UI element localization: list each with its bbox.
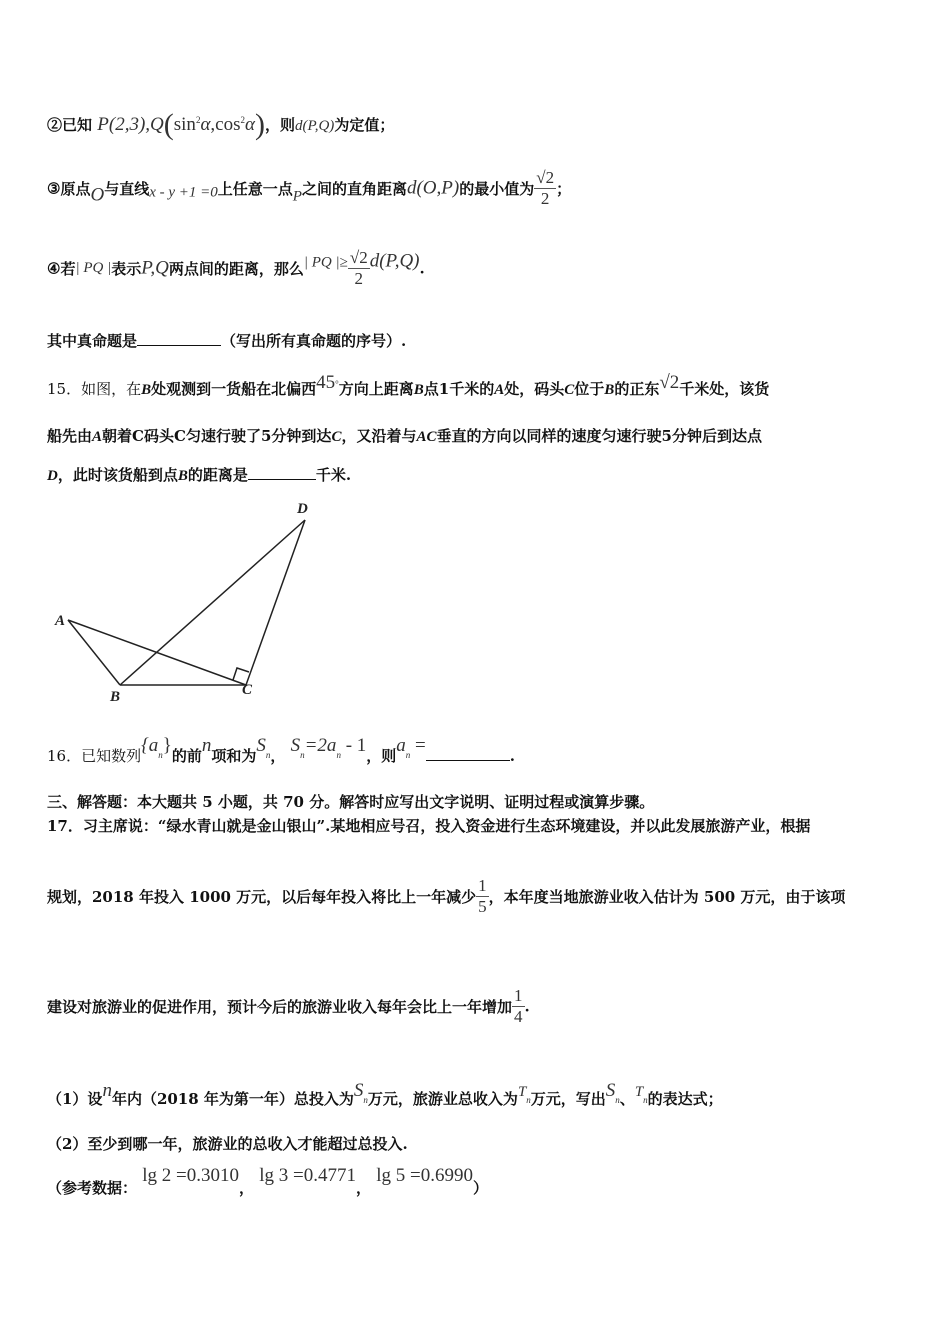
answer-blank[interactable]	[248, 465, 316, 480]
fraction-sqrt2-over-2: $\frac{√2}{2}$	[536, 168, 555, 208]
statement-4: ④若| PQ |表示P,Q两点间的距离，那么| PQ |≥ $\frac{√2}{2}$ d(P,Q).	[47, 248, 425, 288]
q14-answer-line: 其中真命题是 （写出所有真命题的序号）.	[47, 332, 407, 350]
q17-line-1: 17．习主席说：“绿水青山就是金山银山”.某地相应号召，投入资金进行生态环境建设，并以此发展旅游产业，根据	[47, 817, 811, 835]
answer-blank[interactable]	[426, 746, 510, 761]
answer-blank[interactable]	[137, 331, 221, 346]
q17-part-1: （1）设n年内（2018 年为第一年）总投入为$S_n$万元，旅游业总收入为$T_n$万元，写出$S_n$、$T_n$的表达式；	[47, 1080, 723, 1108]
triangle-figure	[40, 495, 340, 710]
right-angle-mark	[233, 668, 249, 680]
label-D: D	[297, 501, 308, 517]
q15-line-1: 15．如图，在B处观测到一货船在北偏西45°方向上距离B点1千米的A处，码头C位于B的正东√2千米处，该货	[47, 372, 770, 398]
q17-line-2: 规划，2018 年投入 1000 万元，以后每年投入将比上一年减少 $\frac{1}{5}$ ，本年度当地旅游业收入估计为 500 万元，由于该项	[47, 876, 846, 916]
segment-BD	[120, 520, 305, 685]
label-C: C	[242, 682, 253, 698]
q15-line-3: D，此时该货船到点B的距离是 千米.	[47, 466, 352, 484]
q16-line: 16．已知数列$\{a_n\}$的前n项和为$S_n$， $S_n=2a_n - 1$，则$a_n$ = .	[47, 735, 515, 765]
section-heading: 三、解答题：本大题共 5 小题，共 70 分。解答时应写出文字说明、证明过程或演算步骤。	[47, 793, 655, 811]
q15-line-2: 船先由A朝着C码头C匀速行驶了5分钟到达C，又沿着与AC垂直的方向以同样的速度匀速行驶5分钟后到达点	[47, 427, 762, 445]
statement-3: ③原点O与直线x - y +1 =0上任意一点P之间的直角距离d(O,P)的最小值为 $\frac{√2}{2}$ ；	[47, 168, 572, 208]
label-A: A	[55, 613, 66, 629]
q17-reference-data: （参考数据： lg 2 =0.3010， lg 3 =0.4771， lg 5 =0.6990）	[47, 1165, 489, 1197]
q17-line-3: 建设对旅游业的促进作用，预计今后的旅游业收入每年会比上一年增加 $\frac{1}{4}$ .	[47, 986, 530, 1026]
fraction-one-quarter: $\frac{1}{4}$	[514, 986, 523, 1026]
q17-part-2: （2）至少到哪一年，旅游业的总收入才能超过总投入.	[47, 1135, 408, 1153]
fraction-sqrt2-over-2: $\frac{√2}{2}$	[349, 248, 368, 288]
fraction-one-fifth: $\frac{1}{5}$	[478, 876, 487, 916]
segment-CD	[246, 520, 305, 685]
label-B: B	[110, 689, 121, 705]
statement-2: ②已知 $P(2,3),Q(\sin^2\alpha,\cos^2\alpha)$，则d(P,Q)为定值；	[47, 108, 395, 141]
